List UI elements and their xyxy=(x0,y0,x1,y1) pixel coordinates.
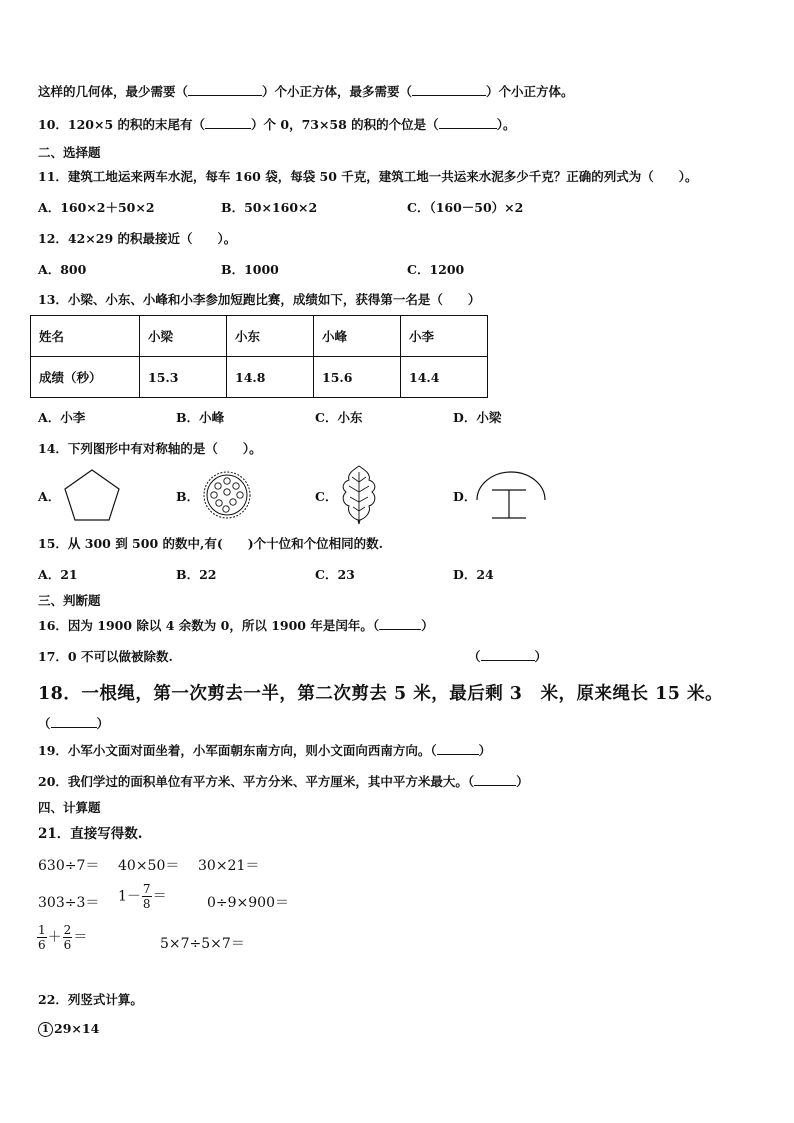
q22-item-text: 29×14 xyxy=(54,1021,100,1036)
table-cell: 15.3 xyxy=(140,357,227,398)
answer-blank[interactable] xyxy=(188,83,262,96)
q20-close: ） xyxy=(516,774,529,789)
q17-close: ） xyxy=(534,649,548,664)
q14-option-b[interactable]: B． xyxy=(176,489,200,504)
answer-blank[interactable] xyxy=(474,773,516,786)
calc-item: 630÷7＝ xyxy=(38,858,100,874)
leaf-icon xyxy=(338,464,380,526)
table-row xyxy=(31,357,488,398)
q12-option-c[interactable]: C．1200 xyxy=(407,262,465,277)
q19-close: ） xyxy=(478,743,492,758)
q14-option-d[interactable]: D． xyxy=(453,489,477,504)
fraction-numerator: 7 xyxy=(142,882,151,896)
answer-blank[interactable] xyxy=(481,648,535,661)
q12-option-a[interactable]: A．800 xyxy=(38,262,87,277)
answer-blank[interactable] xyxy=(412,83,486,96)
q18-close: ） xyxy=(96,716,110,731)
q15-option-c[interactable]: C．23 xyxy=(315,567,355,582)
pentagon-icon xyxy=(62,468,122,522)
question-13-stem: 13．小梁、小东、小峰和小李参加短跑比赛，成绩如下，获得第一名是（ ） xyxy=(38,292,481,307)
q15-option-d[interactable]: D．24 xyxy=(453,567,494,582)
question-19 xyxy=(38,741,491,759)
question-9-tail xyxy=(38,82,574,100)
q13-option-d[interactable]: D．小梁 xyxy=(453,410,502,425)
q16-text: 16．因为 1900 除以 4 余数为 0，所以 1900 年是闰年。（ xyxy=(38,618,380,633)
q10-text-b: ）个 0，73×58 的积的个位是（ xyxy=(251,117,439,132)
answer-blank[interactable] xyxy=(379,617,421,630)
calc-item: 5×7÷5×7＝ xyxy=(160,936,245,952)
calc-item-fraction xyxy=(118,882,167,911)
question-18-answer xyxy=(38,714,109,732)
fraction-numerator: 1 xyxy=(38,923,46,937)
q11-option-a[interactable]: A．160×2＋50×2 xyxy=(38,200,155,215)
q10-text-c: ）。 xyxy=(496,117,516,132)
q15-option-b[interactable]: B．22 xyxy=(176,567,217,582)
question-20 xyxy=(38,772,529,790)
question-10 xyxy=(38,115,515,133)
plus-sign: ＋ xyxy=(47,929,62,946)
q18-open: （ xyxy=(38,716,51,731)
q11-option-b[interactable]: B．50×160×2 xyxy=(221,200,318,215)
question-17-text: 17．0 不可以做被除数. xyxy=(38,649,173,664)
table-cell: 14.8 xyxy=(227,357,314,398)
section-heading: 三、判断题 xyxy=(38,593,101,608)
calc-item: 30×21＝ xyxy=(198,858,260,874)
q9-text-c: ）个小正方体。 xyxy=(486,84,574,99)
fraction-denominator: 6 xyxy=(38,938,46,952)
q12-option-b[interactable]: B．1000 xyxy=(221,262,279,277)
q13-option-b[interactable]: B．小峰 xyxy=(176,410,225,425)
q9-text-a: 这样的几何体，最少需要（ xyxy=(38,84,189,99)
q10-text-a: 10．120×5 的积的末尾有（ xyxy=(38,117,206,132)
fraction-denominator: 6 xyxy=(63,938,72,952)
table-cell: 14.4 xyxy=(401,357,488,398)
answer-blank[interactable] xyxy=(437,742,479,755)
question-22-stem: 22．列竖式计算。 xyxy=(38,992,143,1007)
table-cell: 成绩（秒） xyxy=(31,357,140,398)
calc-item: 40×50＝ xyxy=(118,858,180,874)
fraction xyxy=(142,882,152,911)
table-row xyxy=(31,316,488,357)
section-heading: 四、计算题 xyxy=(38,800,101,815)
calc-item: 303÷3＝ xyxy=(38,895,100,911)
fraction-numerator: 2 xyxy=(63,923,72,937)
section-heading: 二、选择题 xyxy=(38,145,101,160)
question-17-answer xyxy=(468,647,547,665)
score-table xyxy=(30,315,488,398)
q11-option-c[interactable]: C．（160－50）×2 xyxy=(407,200,524,215)
table-cell: 姓名 xyxy=(31,316,140,357)
table-cell: 小梁 xyxy=(140,316,227,357)
question-22-item xyxy=(38,1021,99,1037)
q14-option-c[interactable]: C． xyxy=(315,489,338,504)
q14-option-a[interactable]: A． xyxy=(38,489,61,504)
calc-prefix: 1－ xyxy=(118,888,141,905)
question-12-stem: 12．42×29 的积最接近（ ）。 xyxy=(38,231,237,246)
equals-sign: ＝ xyxy=(73,929,88,946)
arch-symbol-icon xyxy=(474,470,548,526)
fraction xyxy=(63,923,73,952)
table-cell: 小峰 xyxy=(314,316,401,357)
table-cell: 15.6 xyxy=(314,357,401,398)
question-18-text: 18．一根绳，第一次剪去一半，第二次剪去 5 米，最后剩 3 米，原来绳长 15 米。 xyxy=(38,684,724,704)
question-15-stem: 15．从 300 到 500 的数中,有( )个十位和个位相同的数. xyxy=(38,536,384,551)
answer-blank[interactable] xyxy=(439,116,497,129)
question-21-stem: 21．直接写得数. xyxy=(38,826,143,842)
table-cell: 小李 xyxy=(401,316,488,357)
q19-text: 19．小军小文面对面坐着，小军面朝东南方向，则小文面向西南方向。（ xyxy=(38,743,437,758)
fraction-denominator: 8 xyxy=(142,897,151,911)
question-16 xyxy=(38,616,434,634)
q16-close: ） xyxy=(421,618,434,633)
circled-number: 1 xyxy=(38,1022,53,1037)
round-cookie-icon xyxy=(202,466,252,524)
fraction xyxy=(37,923,47,952)
answer-blank[interactable] xyxy=(51,715,97,728)
q17-open: （ xyxy=(468,649,481,664)
q13-option-c[interactable]: C．小东 xyxy=(315,410,363,425)
q20-text: 20．我们学过的面积单位有平方米、平方分米、平方厘米，其中平方米最大。（ xyxy=(38,774,475,789)
answer-blank[interactable] xyxy=(205,116,251,129)
question-11-stem: 11．建筑工地运来两车水泥，每车 160 袋，每袋 50 千克，建筑工地一共运来水泥多少千克？正确的列式为（ ）。 xyxy=(38,169,698,184)
q15-option-a[interactable]: A．21 xyxy=(38,567,78,582)
calc-item: 0÷9×900＝ xyxy=(207,895,289,911)
q9-text-b: ）个小正方体，最多需要（ xyxy=(262,84,413,99)
table-cell: 小东 xyxy=(227,316,314,357)
q13-option-a[interactable]: A．小李 xyxy=(38,410,86,425)
question-14-stem: 14．下列图形中有对称轴的是（ ）。 xyxy=(38,441,262,456)
calc-item-fraction-sum xyxy=(36,923,87,952)
calc-suffix: ＝ xyxy=(152,888,167,905)
